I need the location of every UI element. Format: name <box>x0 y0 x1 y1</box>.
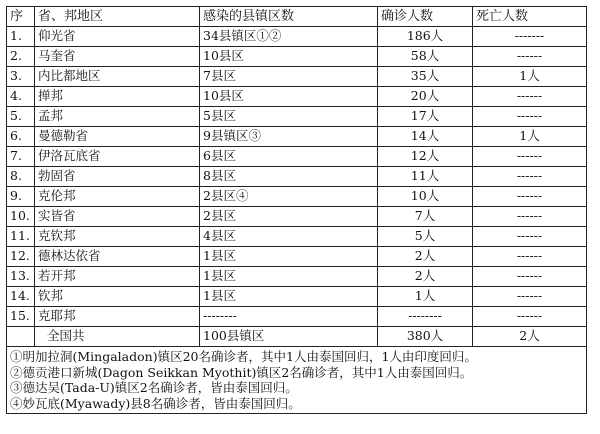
row-towns: 1县区 <box>200 267 378 287</box>
row-region: 克耶邦 <box>35 307 200 327</box>
table-row <box>7 287 587 307</box>
row-towns: 34县镇区①② <box>200 27 378 47</box>
row-confirmed: 58人 <box>378 47 473 67</box>
row-no: 3. <box>7 67 35 87</box>
row-confirmed: 1人 <box>378 287 473 307</box>
row-deaths: ------- <box>473 27 587 47</box>
row-towns: 2县区④ <box>200 187 378 207</box>
row-confirmed: 17人 <box>378 107 473 127</box>
row-confirmed: 35人 <box>378 67 473 87</box>
header-no: 序 <box>7 7 35 27</box>
row-confirmed: 10人 <box>378 187 473 207</box>
row-region: 克钦邦 <box>35 227 200 247</box>
table-row <box>7 127 587 147</box>
row-towns: 9县镇区③ <box>200 127 378 147</box>
row-region: 孟邦 <box>35 107 200 127</box>
row-confirmed: 12人 <box>378 147 473 167</box>
row-deaths: ------ <box>473 227 587 247</box>
row-no: 12. <box>7 247 35 267</box>
row-towns: 4县区 <box>200 227 378 247</box>
row-no: 11. <box>7 227 35 247</box>
row-towns: 2县区 <box>200 207 378 227</box>
row-no: 8. <box>7 167 35 187</box>
table-row <box>7 87 587 107</box>
note-3: ③德达吴(Tada-U)镇区2名确诊者，皆由泰国回归。 <box>10 380 298 395</box>
row-deaths: ------ <box>473 167 587 187</box>
row-region: 若开邦 <box>35 267 200 287</box>
row-no: 13. <box>7 267 35 287</box>
table-row <box>7 167 587 187</box>
row-deaths: ------ <box>473 87 587 107</box>
header-confirmed: 确诊人数 <box>378 7 473 27</box>
total-deaths: 2人 <box>473 327 587 347</box>
table-row <box>7 107 587 127</box>
notes-row <box>7 347 587 414</box>
row-no: 10. <box>7 207 35 227</box>
table-row <box>7 227 587 247</box>
row-confirmed: 11人 <box>378 167 473 187</box>
table-row <box>7 267 587 287</box>
note-1: ①明加拉洞(Mingaladon)镇区20名确诊者，其中1人由泰国回归，1人由印度回归。 <box>10 349 477 364</box>
row-deaths: ------ <box>473 267 587 287</box>
row-confirmed: 186人 <box>378 27 473 47</box>
table-row <box>7 187 587 207</box>
header-towns: 感染的县镇区数 <box>200 7 378 27</box>
row-confirmed: 2人 <box>378 247 473 267</box>
total-no-cell <box>7 327 35 347</box>
row-deaths: ------ <box>473 107 587 127</box>
row-towns: 1县区 <box>200 287 378 307</box>
row-no: 6. <box>7 127 35 147</box>
row-towns: 6县区 <box>200 147 378 167</box>
row-deaths: ------ <box>473 147 587 167</box>
row-region: 仰光省 <box>35 27 200 47</box>
row-region: 实皆省 <box>35 207 200 227</box>
note-2: ②德贡港口新城(Dagon Seikkan Myothit)镇区2名确诊者，其中1人由泰国回归。 <box>10 364 473 380</box>
table-row <box>7 147 587 167</box>
row-towns: 8县区 <box>200 167 378 187</box>
row-no: 4. <box>7 87 35 107</box>
row-no: 1. <box>7 27 35 47</box>
total-confirmed: 380人 <box>378 327 473 347</box>
row-confirmed: 5人 <box>378 227 473 247</box>
total-label: 全国共 <box>35 327 200 347</box>
table-row <box>7 307 587 327</box>
table-row <box>7 27 587 47</box>
row-region: 勃固省 <box>35 167 200 187</box>
header-deaths: 死亡人数 <box>473 7 587 27</box>
row-region: 曼德勒省 <box>35 127 200 147</box>
total-towns: 100县镇区 <box>200 327 378 347</box>
table-row <box>7 67 587 87</box>
row-no: 7. <box>7 147 35 167</box>
row-deaths: ------ <box>473 207 587 227</box>
row-region: 克伦邦 <box>35 187 200 207</box>
row-region: 马奎省 <box>35 47 200 67</box>
notes-cell <box>7 347 587 414</box>
row-towns: 1县区 <box>200 247 378 267</box>
row-towns: 10县区 <box>200 87 378 107</box>
row-deaths: 1人 <box>473 127 587 147</box>
row-no: 9. <box>7 187 35 207</box>
row-no: 15. <box>7 307 35 327</box>
row-confirmed: -------- <box>378 307 473 327</box>
row-towns: 5县区 <box>200 107 378 127</box>
header-region: 省、邦地区 <box>35 7 200 27</box>
row-region: 德林达依省 <box>35 247 200 267</box>
row-towns: 7县区 <box>200 67 378 87</box>
row-no: 2. <box>7 47 35 67</box>
table-row <box>7 207 587 227</box>
table-body <box>7 27 587 327</box>
row-confirmed: 20人 <box>378 87 473 107</box>
note-4: ④妙瓦底(Myawady)县8名确诊者，皆由泰国回归。 <box>10 395 301 411</box>
row-deaths: ------ <box>473 247 587 267</box>
row-region: 伊洛瓦底省 <box>35 147 200 167</box>
row-confirmed: 14人 <box>378 127 473 147</box>
total-row <box>7 327 587 347</box>
row-no: 14. <box>7 287 35 307</box>
row-no: 5. <box>7 107 35 127</box>
row-deaths: 1人 <box>473 67 587 87</box>
row-deaths: ------ <box>473 307 587 327</box>
row-deaths: ------ <box>473 287 587 307</box>
row-region: 内比都地区 <box>35 67 200 87</box>
row-confirmed: 2人 <box>378 267 473 287</box>
row-deaths: ------ <box>473 47 587 67</box>
table-row <box>7 47 587 67</box>
row-towns: 10县区 <box>200 47 378 67</box>
covid-stats-table <box>6 6 587 414</box>
row-confirmed: 7人 <box>378 207 473 227</box>
row-region: 掸邦 <box>35 87 200 107</box>
table-row <box>7 247 587 267</box>
row-deaths: ------ <box>473 187 587 207</box>
row-towns: -------- <box>200 307 378 327</box>
header-row <box>7 7 587 27</box>
row-region: 钦邦 <box>35 287 200 307</box>
